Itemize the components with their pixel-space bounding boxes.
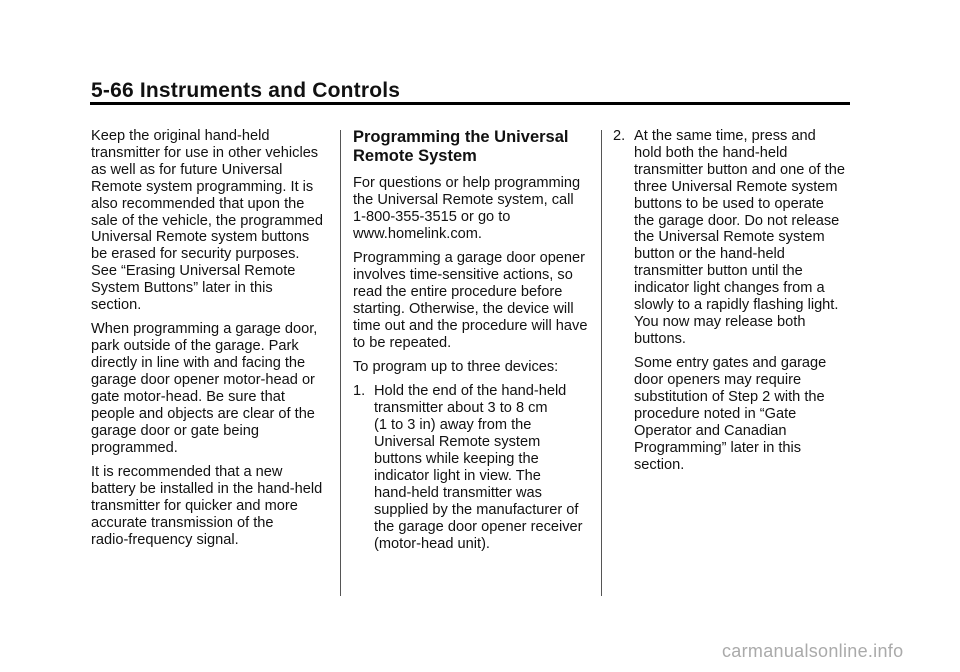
text-line: Hold the end of the hand-held xyxy=(374,383,567,400)
text-line: For questions or help programming xyxy=(353,175,581,191)
text-line: involves time-sensitive actions, so xyxy=(353,267,573,284)
text-line: indicator light in view. The xyxy=(374,468,541,484)
text-line: buttons while keeping the xyxy=(374,451,539,468)
text-line: hold both the hand-held xyxy=(634,144,788,161)
text-line: To program up to three devices: xyxy=(353,359,559,376)
column-3 xyxy=(613,128,863,481)
text-line: Universal Remote system buttons xyxy=(91,229,310,246)
text-line: section. xyxy=(634,456,685,473)
text-line: See “Erasing Universal Remote xyxy=(91,263,296,280)
text-line: be erased for security purposes. xyxy=(91,246,300,263)
text-line: the Universal Remote system, call xyxy=(353,191,574,208)
text-line: also recommended that upon the xyxy=(91,195,305,212)
paragraph xyxy=(91,321,331,456)
column-1 xyxy=(91,128,331,556)
step-text xyxy=(634,128,845,348)
text-line: transmitter for quicker and more xyxy=(91,498,298,515)
text-line: At the same time, press and xyxy=(634,128,816,144)
text-line: programmed. xyxy=(91,439,178,456)
paragraph xyxy=(353,250,593,351)
step-2 xyxy=(613,128,863,348)
text-line: gate motor-head. Be sure that xyxy=(91,389,285,406)
text-line: door openers may require xyxy=(634,372,802,389)
text-line: Keep the original hand-held xyxy=(91,128,270,144)
column-2 xyxy=(353,128,593,560)
step-note xyxy=(613,355,863,473)
text-line: transmitter about 3 to 8 cm xyxy=(374,400,548,417)
step-number: 2. xyxy=(613,128,626,144)
text-line: garage door opener motor-head or xyxy=(91,372,315,389)
text-line: directly in line with and facing the xyxy=(91,355,306,372)
text-line: the garage door. Do not release xyxy=(634,212,840,229)
text-line: section. xyxy=(91,297,142,314)
paragraph xyxy=(91,128,331,314)
step-1 xyxy=(353,383,593,552)
text-line: slowly to a rapidly flashing light. xyxy=(634,297,839,314)
text-line: Remote System xyxy=(353,147,477,165)
text-line: You now may release both xyxy=(634,313,806,330)
column-divider xyxy=(340,130,341,596)
paragraph xyxy=(91,464,331,549)
text-line: transmitter button until the xyxy=(634,263,803,280)
text-line: 1-800-355-3515 or go to xyxy=(353,208,511,225)
text-line: read the entire procedure before xyxy=(353,283,563,300)
column-divider xyxy=(601,130,602,596)
text-line: starting. Otherwise, the device will xyxy=(353,300,574,317)
text-line: Some entry gates and garage xyxy=(634,355,827,372)
header-rule xyxy=(90,102,850,105)
text-line: supplied by the manufacturer of xyxy=(374,501,579,518)
text-line: three Universal Remote system xyxy=(634,178,838,195)
section-heading xyxy=(353,128,593,166)
step-text xyxy=(374,383,583,552)
text-line: the garage door opener receiver xyxy=(374,518,583,535)
text-line: to be repeated. xyxy=(353,334,452,351)
paragraph xyxy=(353,175,593,243)
page-header-title: 5-66 Instruments and Controls xyxy=(91,79,401,102)
text-line: (1 to 3 in) away from the xyxy=(374,417,532,434)
text-line: (motor-head unit). xyxy=(374,535,490,552)
text-line: www.homelink.com. xyxy=(353,225,482,242)
text-line: radio-frequency signal. xyxy=(91,531,239,548)
text-line: time out and the procedure will have xyxy=(353,317,588,334)
text-line: buttons to be used to operate xyxy=(634,195,824,212)
text-line: When programming a garage door, xyxy=(91,321,318,338)
text-line: battery be installed in the hand-held xyxy=(91,481,323,498)
text-line: Programming” later in this xyxy=(634,439,802,456)
text-line: as well as for future Universal xyxy=(91,161,283,178)
text-line: Remote system programming. It is xyxy=(91,178,314,195)
text-line: Programming a garage door opener xyxy=(353,250,586,267)
text-line: accurate transmission of the xyxy=(91,514,274,531)
text-line: garage door or gate being xyxy=(91,422,259,439)
watermark-text: carmanualsonline.info xyxy=(722,641,904,661)
text-line: the Universal Remote system xyxy=(634,229,825,246)
text-line: procedure noted in “Gate xyxy=(634,406,797,422)
text-line: It is recommended that a new xyxy=(91,464,283,481)
text-line: people and objects are clear of the xyxy=(91,406,315,422)
text-line: transmitter for use in other vehicles xyxy=(91,144,319,161)
text-line: System Buttons” later in this xyxy=(91,280,273,297)
text-line: button or the hand-held xyxy=(634,246,785,263)
text-line: sale of the vehicle, the programmed xyxy=(91,212,324,229)
text-line: indicator light changes from a xyxy=(634,280,825,297)
paragraph xyxy=(353,359,593,376)
text-line: buttons. xyxy=(634,330,686,347)
step-number: 1. xyxy=(353,383,366,400)
text-line: transmitter button and one of the xyxy=(634,161,845,178)
text-line: Universal Remote system xyxy=(374,434,541,451)
text-line: park outside of the garage. Park xyxy=(91,338,299,355)
text-line: hand-held transmitter was xyxy=(374,484,542,501)
text-line: Operator and Canadian xyxy=(634,422,787,439)
text-line: Programming the Universal xyxy=(353,128,569,146)
text-line: substitution of Step 2 with the xyxy=(634,389,825,406)
